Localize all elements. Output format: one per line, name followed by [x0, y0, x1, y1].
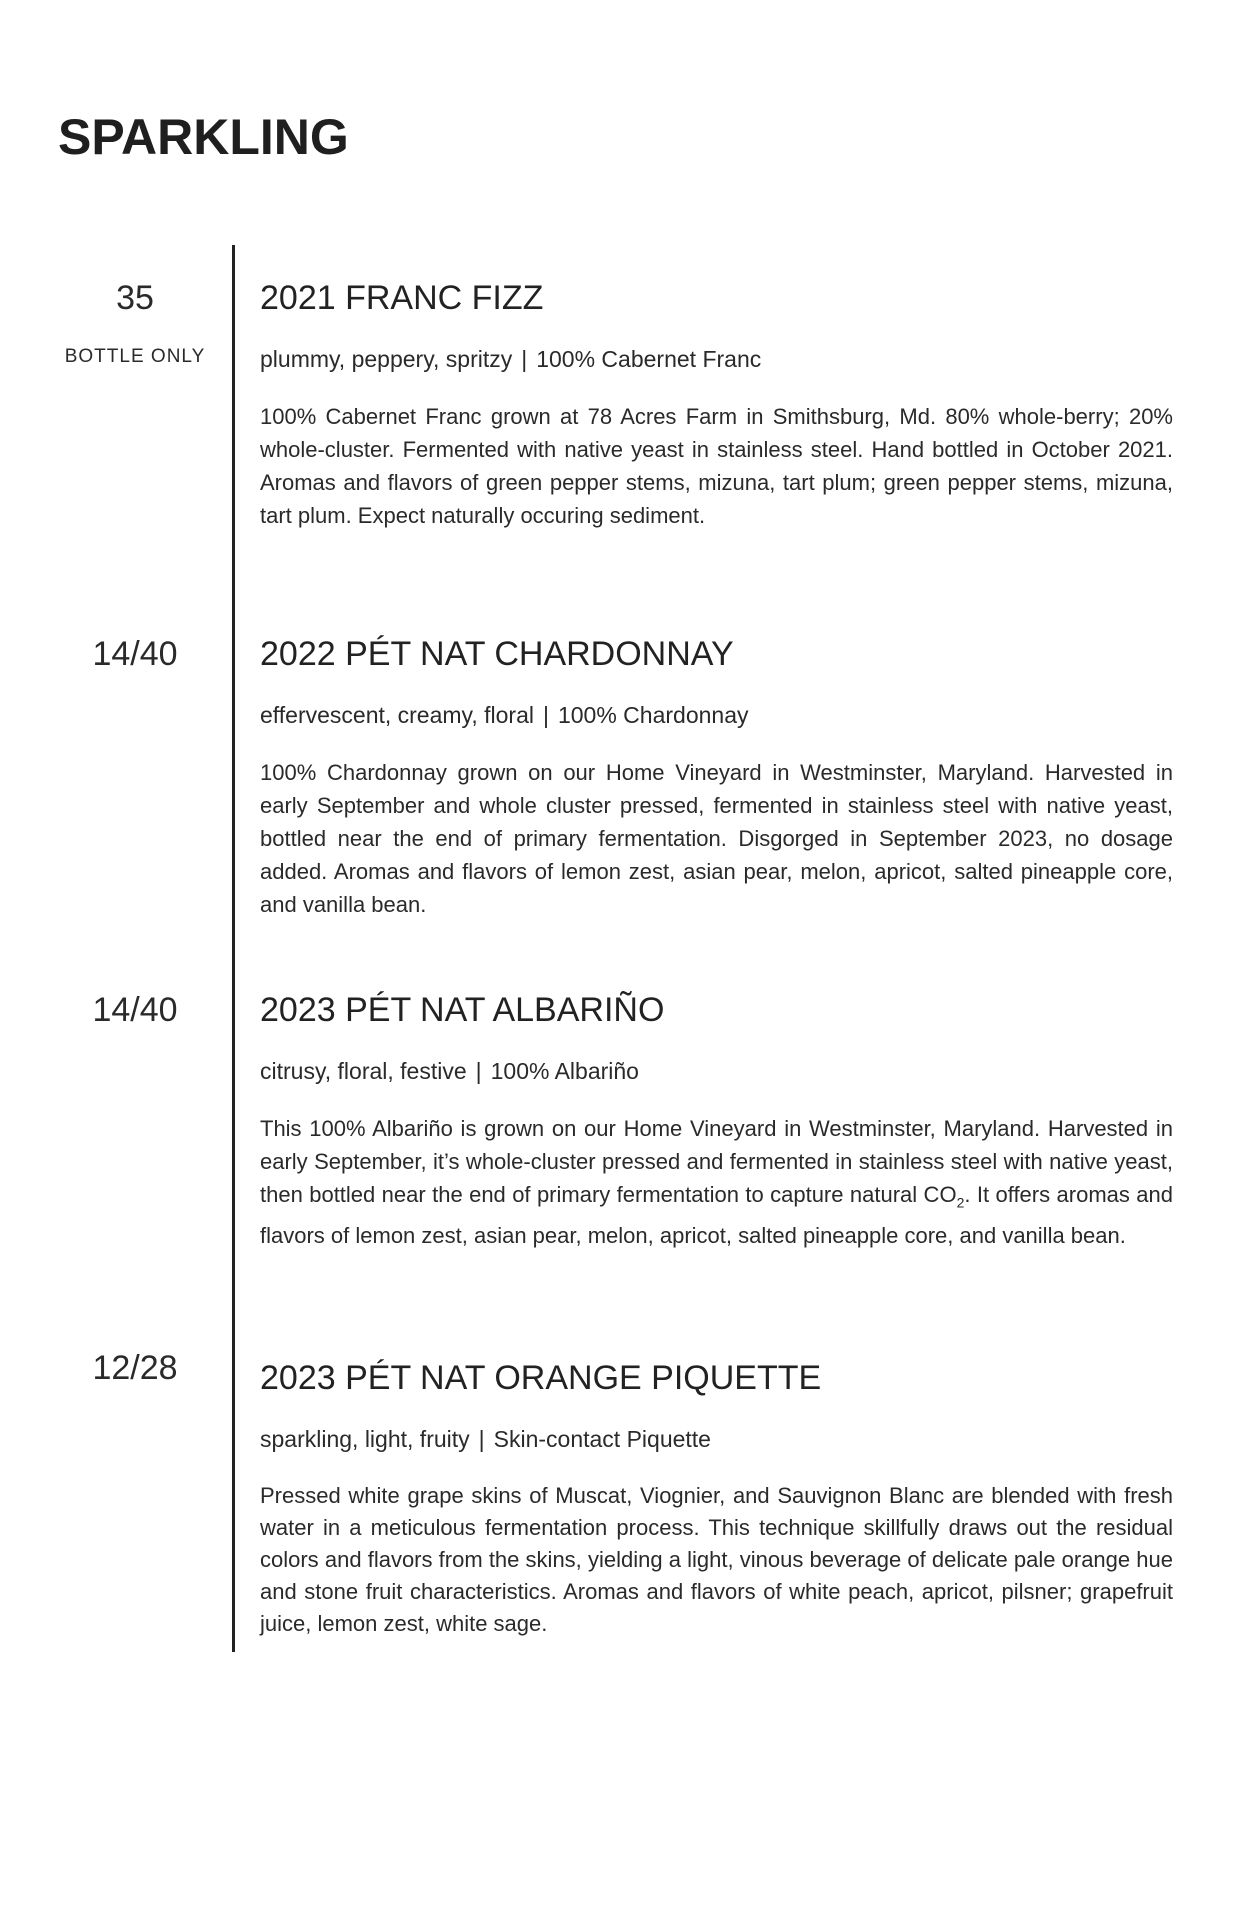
wine-description [260, 1112, 1173, 1252]
wine-tagline [260, 344, 1173, 374]
varietal: 100% Cabernet Franc [536, 346, 762, 372]
wine-name: 2022 PÉT NAT CHARDONNAY [260, 635, 734, 673]
tasting-notes: sparkling, light, fruity [260, 1426, 470, 1452]
wine-price: 14/40 [92, 635, 178, 673]
wine-price: 35 [116, 279, 154, 317]
tasting-notes: citrusy, floral, festive [260, 1058, 467, 1084]
subscript-two: 2 [956, 1194, 965, 1211]
varietal: 100% Albariño [490, 1058, 639, 1084]
wine-details [260, 990, 1173, 1274]
wine-name: 2023 PÉT NAT ALBARIÑO [260, 991, 665, 1029]
price-note: BOTTLE ONLY [64, 346, 206, 367]
tasting-notes: plummy, peppery, spritzy [260, 346, 513, 372]
wine-tagline [260, 1056, 1173, 1086]
wine-description: 100% Chardonnay grown on our Home Vineyard in Westminster, Maryland. Harvested in early September and whole cluster pressed, fermented in stainless steel with native yeast, bottled near the end of primary fermentation. Disgorged in September 2023, no dosage added. Aromas and flavors of lemon zest, asian pear, melon, apricot, salted pineapple core, and vanilla bean. [260, 760, 1173, 917]
wine-price: 14/40 [92, 991, 178, 1029]
price-column [54, 634, 216, 674]
separator: | [478, 1426, 485, 1452]
separator: | [475, 1058, 482, 1084]
varietal: Skin-contact Piquette [493, 1426, 711, 1452]
description-text-end: . It offers aromas and flavors of lemon zest, asian pear, melon, apricot, salted pineapple core, and vanilla bean. [260, 1182, 1173, 1249]
wine-price: 12/28 [92, 1349, 178, 1387]
wine-name: 2023 PÉT NAT ORANGE PIQUETTE [260, 1359, 822, 1397]
price-column [54, 278, 216, 368]
page-title: SPARKLING [58, 109, 349, 165]
vertical-divider [232, 245, 235, 1652]
wine-tagline [260, 700, 1173, 730]
wine-details [260, 1358, 1173, 1662]
separator: | [542, 702, 549, 728]
varietal: 100% Chardonnay [557, 702, 749, 728]
tasting-notes: effervescent, creamy, floral [260, 702, 534, 728]
wine-details [260, 278, 1173, 554]
wine-description: 100% Cabernet Franc grown at 78 Acres Farm in Smithsburg, Md. 80% whole-berry; 20% whole-cluster. Fermented with native yeast in stainless steel. Hand bottled in October 2021. Aromas and flavors of green pepper stems, mizuna, tart plum; green pepper stems, mizuna, tart plum. Expect naturally occuring sediment. [260, 404, 1173, 528]
description-text: This 100% Albariño is grown on our Home Vineyard in Westminster, Maryland. Harvested in early September, it’s whole-cluster pressed and fermented in stainless steel with native yeast, then bottled near the end of primary fermentation to capture natural CO [260, 1116, 1173, 1207]
wine-details [260, 634, 1173, 943]
wine-tagline [260, 1424, 1173, 1454]
wine-description: Pressed white grape skins of Muscat, Viognier, and Sauvignon Blanc are blended with fresh water in a meticulous fermentation process. This technique skillfully draws out the residual colors and flavors from the skins, yielding a light, vinous beverage of delicate pale orange hue and stone fruit characteristics. Aromas and flavors of white peach, apricot, pilsner; grapefruit juice, lemon zest, white sage. [260, 1483, 1173, 1636]
wine-name: 2021 FRANC FIZZ [260, 279, 544, 317]
separator: | [521, 346, 528, 372]
price-column [54, 990, 216, 1030]
price-column [54, 1348, 216, 1388]
